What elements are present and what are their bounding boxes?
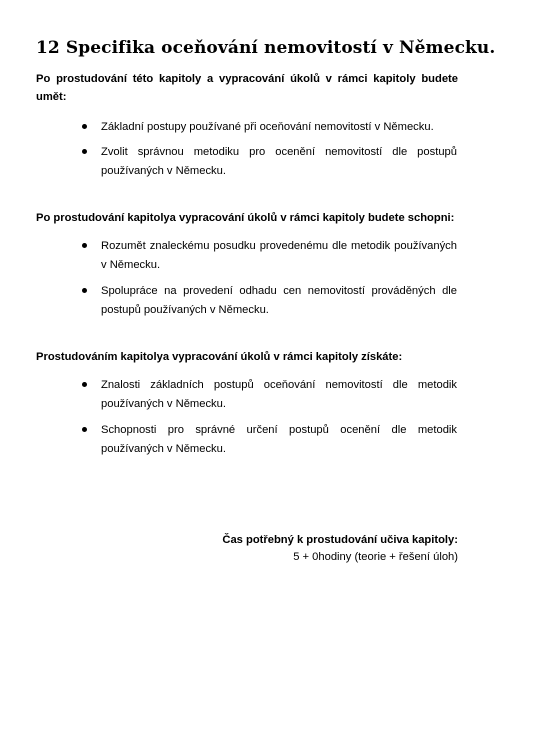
- study-time-value: 5 + 0hodiny (teorie + řešení úloh): [293, 551, 458, 563]
- bullet-icon: [82, 243, 87, 248]
- chapter-title: 12 Specifika oceňování nemovitostí v Německu.: [36, 38, 496, 58]
- study-time: [222, 532, 458, 566]
- list-item-text: Rozumět znaleckému posudku provedenému dle metodik používaných v Německu.: [101, 240, 457, 271]
- list-item-text: Základní postupy používané při oceňování nemovitostí v Německu.: [101, 121, 434, 133]
- list-item-text: Zvolit správnou metodiku pro ocenění nemovitostí dle postupů používaných v Německu.: [101, 146, 457, 177]
- section-1-intro: Po prostudování této kapitoly a vypracování úkolů v rámci kapitoly budete umět:: [36, 73, 458, 103]
- bullet-icon: [82, 149, 87, 154]
- section-2-intro: Po prostudování kapitolya vypracování úkolů v rámci kapitoly budete schopni:: [36, 212, 455, 224]
- bullet-icon: [82, 124, 87, 129]
- bullet-icon: [82, 288, 87, 293]
- section-3-intro: Prostudováním kapitolya vypracování úkolů v rámci kapitoly získáte:: [36, 351, 403, 363]
- list-item-text: Znalosti základních postupů oceňování nemovitostí dle metodik používaných v Německu.: [101, 379, 457, 410]
- bullet-icon: [82, 427, 87, 432]
- list-item-text: Spolupráce na provedení odhadu cen nemovitostí prováděných dle postupů používaných v Německu.: [101, 285, 457, 316]
- bullet-icon: [82, 382, 87, 387]
- study-time-label: Čas potřebný k prostudování učiva kapitoly:: [222, 534, 458, 546]
- list-item-text: Schopnosti pro správné určení postupů ocenění dle metodik používaných v Německu.: [101, 424, 457, 455]
